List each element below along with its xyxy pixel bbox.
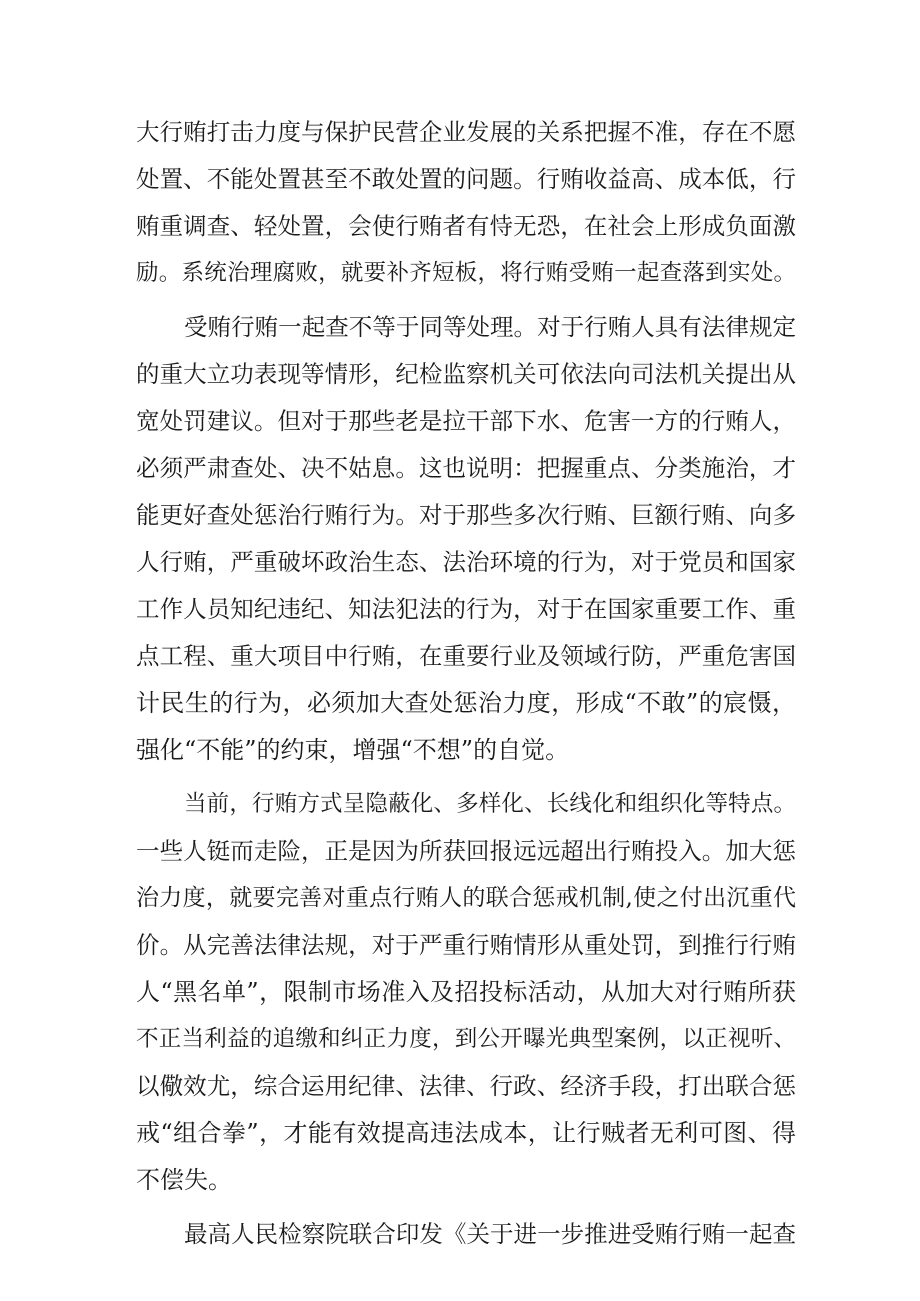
paragraph-1-line-3: 贿重调查、轻处置，会使行贿者有恃无恐，在社会上形成负面激 xyxy=(136,212,796,240)
paragraph-3-line-7: 以儆效尤，综合运用纪律、法律、行政、经济手段，打出联合惩 xyxy=(136,1072,796,1100)
paragraph-3-line-2: 一些人铤而走险，正是因为所获回报远远超出行贿投入。加大惩 xyxy=(136,837,796,865)
paragraph-3-line-4: 价。从完善法律法规，对于严重行贿情形从重处罚，到推行行贿 xyxy=(136,931,796,959)
paragraph-2-line-8: 点工程、重大项目中行贿，在重要行业及领域行防，严重危害国 xyxy=(136,642,796,670)
paragraph-2-line-5: 能更好查处惩治行贿行为。对于那些多次行贿、巨额行贿、向多 xyxy=(136,501,796,529)
paragraph-3-line-5: 人“黑名单”，限制市场准入及招投标活动，从加大对行贿所获 xyxy=(136,978,796,1006)
paragraph-2-line-2: 的重大立功表现等情形，纪检监察机关可依法向司法机关提出从 xyxy=(136,360,796,388)
paragraph-3-line-6: 不正当利益的追缴和纠正力度，到公开曝光典型案例，以正视听、 xyxy=(136,1026,796,1052)
paragraph-2-line-9: 计民生的行为，必须加大查处惩治力度，形成“不敢”的宸慑， xyxy=(136,689,796,717)
paragraph-2-line-7: 工作人员知纪违纪、知法犯法的行为，对于在国家重要工作、重 xyxy=(136,595,796,623)
paragraph-3-line-3: 治力度，就要完善对重点行贿人的联合惩戒机制,使之付出沉重代 xyxy=(136,885,796,911)
paragraph-3-line-8: 戒“组合拳”，才能有效提高违法成本，让行贼者无利可图、得 xyxy=(136,1119,796,1147)
paragraph-2-line-1: 受贿行贿一起查不等于同等处理。对于行贿人具有法律规定 xyxy=(184,313,796,341)
paragraph-2-line-4: 必须严肃查处、决不姑息。这也说明：把握重点、分类施治，才 xyxy=(136,454,796,482)
paragraph-2-line-6: 人行贿，严重破坏政治生态、法治环境的行为，对于党员和国家 xyxy=(136,548,796,576)
paragraph-3-line-1: 当前，行贿方式呈隐蔽化、多样化、长线化和组织化等特点。 xyxy=(184,791,796,817)
paragraph-4-line-1: 最高人民检察院联合印发《关于进一步推进受贿行贿一起查 xyxy=(184,1220,796,1248)
paragraph-1-line-4: 励。系统治理腐败，就要补齐短板，将行贿受贿一起查落到实处。 xyxy=(136,260,796,286)
paragraph-2-line-3: 宽处罚建议。但对于那些老是拉干部下水、危害一方的行贿人， xyxy=(136,407,796,435)
paragraph-3-line-9: 不偿失。 xyxy=(136,1166,232,1194)
paragraph-2-line-10: 强化“不能”的约束，增强“不想”的自觉。 xyxy=(136,736,570,764)
paragraph-1-line-1: 大行贿打击力度与保护民营企业发展的关系把握不准，存在不愿 xyxy=(136,118,796,146)
paragraph-1-line-2: 处置、不能处置甚至不敢处置的问题。行贿收益高、成本低，行 xyxy=(136,165,796,193)
